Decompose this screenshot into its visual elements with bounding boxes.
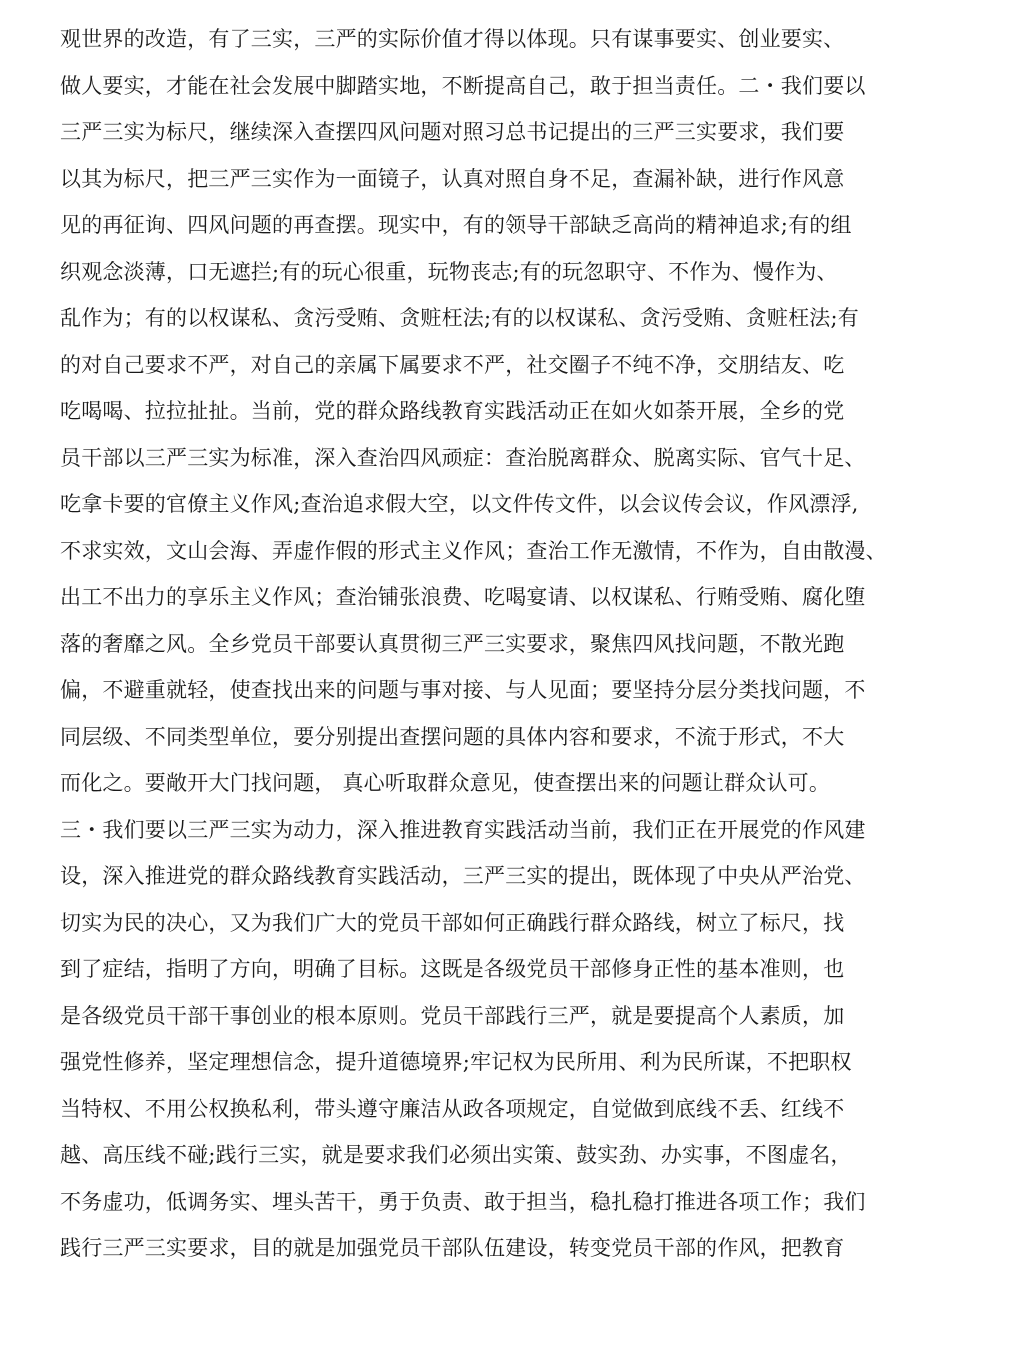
text-line: 吃喝喝、拉拉扯扯。当前，党的群众路线教育实践活动正在如火如荼开展，全乡的党 <box>60 399 845 423</box>
text-line: 观世界的改造，有了三实，三严的实际价值才得以体现。只有谋事要实、创业要实、 <box>60 27 845 51</box>
text-line: 是各级党员干部干事创业的根本原则。党员干部践行三严，就是要提高个人素质，加 <box>60 1003 845 1028</box>
text-line: 做人要实，才能在社会发展中脚踏实地，不断提高自己，敢于担当责任。二・我们要以 <box>60 73 866 98</box>
text-line: 设，深入推进党的群众路线教育实践活动，三严三实的提出，既体现了中央从严治党、 <box>60 864 866 888</box>
text-line: 越、高压线不碰;践行三实，就是要求我们必须出实策、鼓实劲、办实事，不图虚名， <box>60 1143 852 1167</box>
text-line: 织观念淡薄，口无遮拦;有的玩心很重，玩物丧志;有的玩忽职守、不作为、慢作为、 <box>60 259 838 284</box>
text-line: 到了症结，指明了方向，明确了目标。这既是各级党员干部修身正性的基本准则，也 <box>60 957 845 981</box>
text-line: 不务虚功，低调务实、埋头苦干，勇于负责、敢于担当，稳扎稳打推进各项工作；我们 <box>60 1189 866 1214</box>
text-line: 同层级、不同类型单位，要分别提出查摆问题的具体内容和要求，不流于形式，不大 <box>60 724 845 749</box>
body-text <box>60 16 960 1272</box>
text-line: 出工不出力的享乐主义作风；查治铺张浪费、吃喝宴请、以权谋私、行贿受贿、腐化堕 <box>60 585 866 609</box>
text-line: 当特权、不用公权换私利，带头遵守廉洁从政各项规定，自觉做到底线不丢、红线不 <box>60 1096 845 1121</box>
text-line: 践行三严三实要求，目的就是加强党员干部队伍建设，转变党员干部的作风，把教育 <box>60 1236 845 1260</box>
text-line: 切实为民的决心，又为我们广大的党员干部如何正确践行群众路线，树立了标尺，找 <box>60 910 845 935</box>
text-line: 强党性修养，坚定理想信念，提升道德境界;牢记权为民所用、利为民所谋，不把职权 <box>60 1050 852 1074</box>
text-line: 不求实效，文山会海、弄虚作假的形式主义作风；查治工作无激情，不作为，自由散漫、 <box>60 538 887 563</box>
text-line: 偏，不避重就轻，使查找出来的问题与事对接、与人见面；要坚持分层分类找问题，不 <box>60 678 866 702</box>
text-line: 三・我们要以三严三实为动力，深入推进教育实践活动当前，我们正在开展党的作风建 <box>60 817 866 842</box>
text-line: 见的再征询、四风问题的再查摆。现实中，有的领导干部缺乏高尚的精神追求;有的组 <box>60 213 852 237</box>
text-line: 吃拿卡要的官僚主义作风;查治追求假大空，以文件传文件，以会议传会议，作风漂浮, <box>60 492 859 516</box>
text-line: 落的奢靡之风。全乡党员干部要认真贯彻三严三实要求，聚焦四风找问题，不散光跑 <box>60 631 845 656</box>
text-line: 以其为标尺，把三严三实作为一面镜子，认真对照自身不足，查漏补缺，进行作风意 <box>60 166 845 191</box>
text-line: 而化之。要敞开大门找问题， 真心听取群众意见，使查摆出来的问题让群众认可。 <box>60 771 831 795</box>
text-line: 的对自己要求不严，对自己的亲属下属要求不严，社交圈子不纯不净，交朋结友、吃 <box>60 352 845 377</box>
text-line: 乱作为；有的以权谋私、贪污受贿、贪赃枉法;有的以权谋私、贪污受贿、贪赃枉法;有 <box>60 306 859 330</box>
text-line: 员干部以三严三实为标准，深入查治四风顽症：查治脱离群众、脱离实际、官气十足、 <box>60 445 866 470</box>
text-line: 三严三实为标尺，继续深入查摆四风问题对照习总书记提出的三严三实要求，我们要 <box>60 120 845 144</box>
